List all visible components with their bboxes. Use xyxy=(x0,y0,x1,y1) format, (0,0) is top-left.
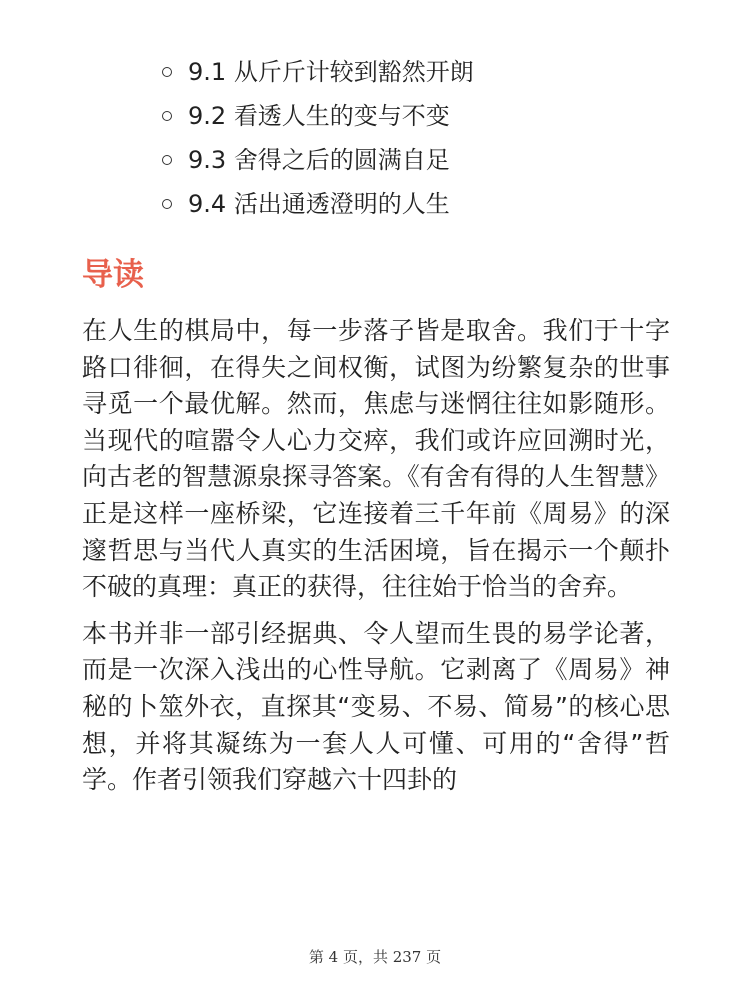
section-heading: 导读 xyxy=(82,257,144,293)
toc-item-title: 从斤斤计较到豁然开朗 xyxy=(233,58,474,86)
toc-item[interactable] xyxy=(162,182,474,226)
paragraph: 在人生的棋局中，每一步落子皆是取舍。我们于十字路口徘徊，在得失之间权衡，试图为纷繁复杂的世事寻觅一个最优解。然而，焦虑与迷惘往往如影随形。当现代的喧嚣令人心力交瘁，我们或许应回溯时光，向古老的智慧源泉探寻答案。《有舍有得的人生智慧》正是这样一座桥梁，它连接着三千年前《周易》的深邃哲思与当代人真实的生活困境，旨在揭示一个颠扑不破的真理：真正的获得，往往始于恰当的舍弃。 xyxy=(82,316,670,602)
page-number: 第 4 页，共 237 页 xyxy=(308,948,442,966)
hollow-bullet-icon xyxy=(162,199,172,209)
hollow-bullet-icon xyxy=(162,155,172,165)
toc-item-number: 9.1 xyxy=(188,58,227,86)
table-of-contents xyxy=(162,50,474,226)
toc-item[interactable] xyxy=(162,94,474,138)
toc-item-title: 活出通透澄明的人生 xyxy=(233,190,450,218)
hollow-bullet-icon xyxy=(162,111,172,121)
toc-item-number: 9.2 xyxy=(188,102,227,130)
toc-item-title: 舍得之后的圆满自足 xyxy=(233,146,450,174)
paragraph: 本书并非一部引经据典、令人望而生畏的易学论著，而是一次深入浅出的心性导航。它剥离了《周易》神秘的卜筮外衣，直探其“变易、不易、简易”的核心思想，并将其凝练为一套人人可懂、可用的“舍得”哲学。作者引领我们穿越六十四卦的 xyxy=(82,618,670,795)
body-text xyxy=(82,313,670,809)
toc-item[interactable] xyxy=(162,138,474,182)
toc-item-number: 9.3 xyxy=(188,146,227,174)
toc-item-number: 9.4 xyxy=(188,190,227,218)
toc-item[interactable] xyxy=(162,50,474,94)
toc-item-title: 看透人生的变与不变 xyxy=(233,102,450,130)
hollow-bullet-icon xyxy=(162,67,172,77)
